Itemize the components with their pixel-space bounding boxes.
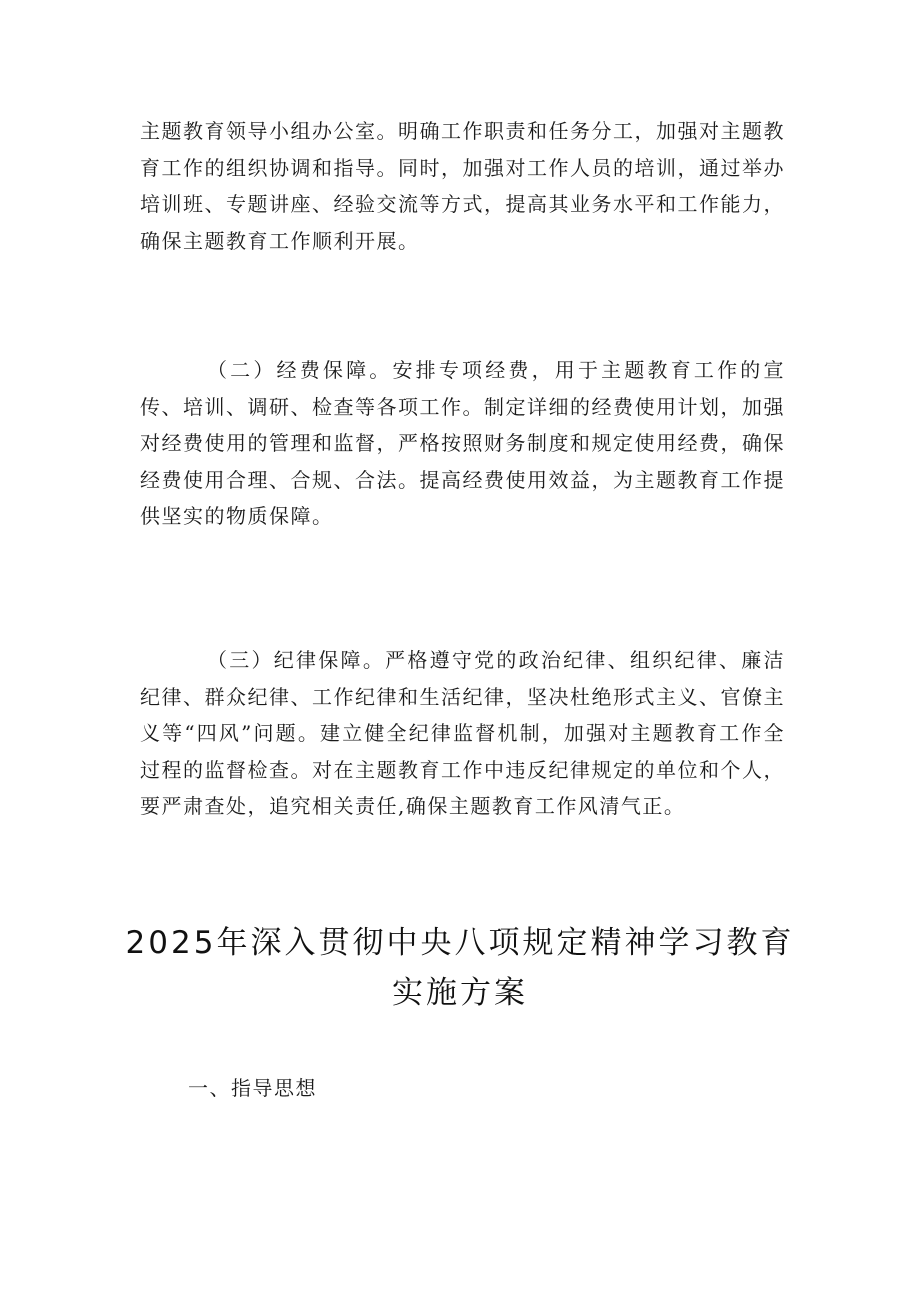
document-title: 2025年深入贯彻中央八项规定精神学习教育实施方案 <box>125 925 795 1011</box>
section-heading-guiding-ideology: 一、指导思想 <box>188 1076 317 1100</box>
paragraph-organization-support: 主题教育领导小组办公室。明确工作职责和任务分工，加强对主题教育工作的组织协调和指导。同时，加强对工作人员的培训，通过举办培训班、专题讲座、经验交流等方式，提高其业务水平和工作能力，确保主题教育工作顺利开展。 <box>140 119 785 253</box>
paragraph-discipline-support: （三）纪律保障。严格遵守党的政治纪律、组织纪律、廉洁纪律、群众纪律、工作纪律和生活纪律，坚决杜绝形式主义、官僚主义等“四风”问题。建立健全纪律监督机制，加强对主题教育工作全过程的监督检查。对在主题教育工作中违反纪律规定的单位和个人，要严肃查处，追究相关责任,确保主题教育工作风清气正。 <box>140 648 785 818</box>
paragraph-funding-support: （二）经费保障。安排专项经费，用于主题教育工作的宣传、培训、调研、检查等各项工作。制定详细的经费使用计划，加强对经费使用的管理和监督，严格按照财务制度和规定使用经费，确保经费使用合理、合规、合法。提高经费使用效益，为主题教育工作提供坚实的物质保障。 <box>140 358 785 528</box>
